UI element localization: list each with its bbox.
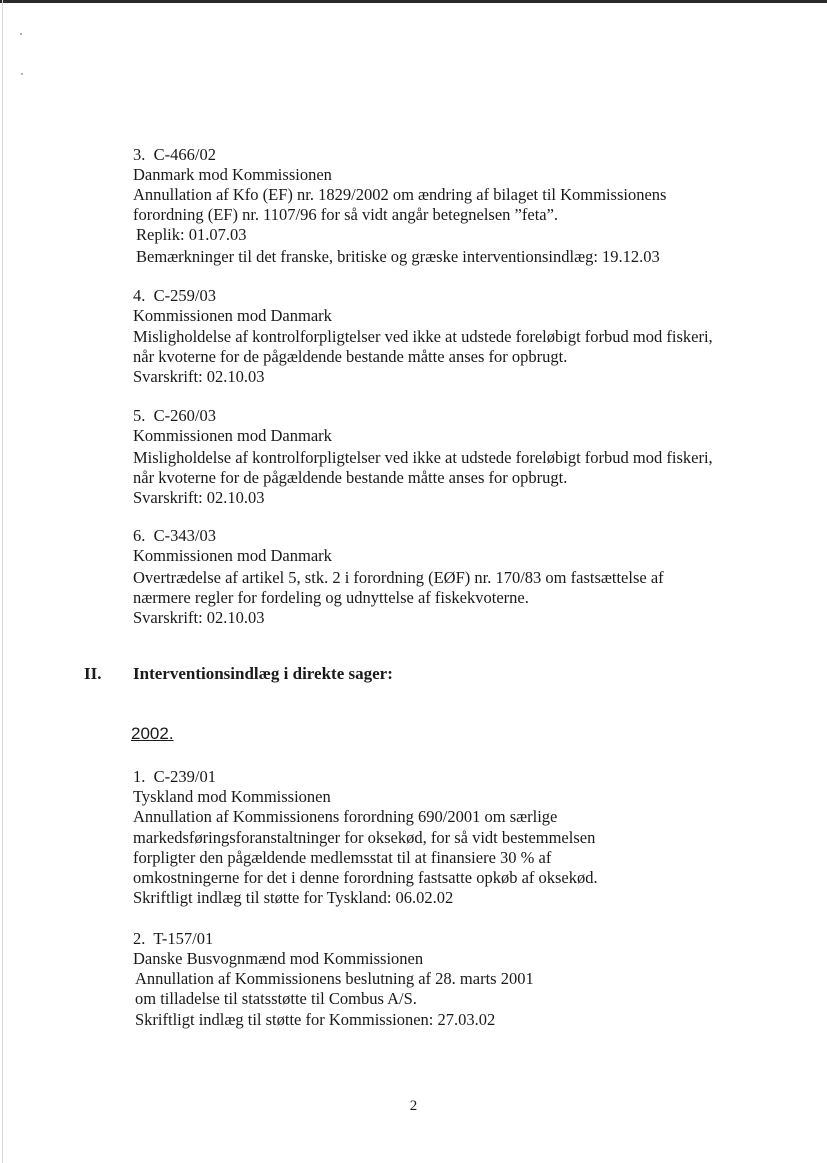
case-parties: Kommissionen mod Danmark xyxy=(133,306,332,325)
case-parties: Kommissionen mod Danmark xyxy=(133,426,332,445)
year-heading: 2002. xyxy=(131,724,174,743)
case-text-line: Annullation af Kommissionens beslutning af 28. marts 2001 xyxy=(135,969,534,988)
case-parties: Kommissionen mod Danmark xyxy=(133,546,332,565)
case-id: C-466/02 xyxy=(153,145,216,164)
case-text-line: Annullation af Kommissionens forordning 690/2001 om særlige xyxy=(133,807,558,826)
case-text-line: Overtrædelse af artikel 5, stk. 2 i forordning (EØF) nr. 170/83 om fastsættelse af xyxy=(133,568,664,587)
case-id: C-259/03 xyxy=(153,286,216,305)
case-heading xyxy=(133,286,216,306)
case-heading xyxy=(133,145,216,165)
scan-top-border xyxy=(0,0,827,3)
case-parties: Danmark mod Kommissionen xyxy=(133,165,332,184)
case-deadline: Svarskrift: 02.10.03 xyxy=(133,608,265,627)
case-text-line: når kvoterne for de pågældende bestande måtte anses for opbrugt. xyxy=(133,468,568,487)
case-heading xyxy=(133,526,216,546)
case-number: 4. xyxy=(133,286,146,305)
case-id: C-239/01 xyxy=(153,767,216,786)
page-number: 2 xyxy=(409,1098,418,1114)
case-deadline: Skriftligt indlæg til støtte for Kommissionen: 27.03.02 xyxy=(135,1010,496,1029)
case-number: 3. xyxy=(133,145,146,164)
case-id: C-343/03 xyxy=(153,526,216,545)
section-title: Interventionsindlæg i direkte sager: xyxy=(133,664,393,683)
case-number: 2. xyxy=(133,929,146,948)
case-parties: Tyskland mod Kommissionen xyxy=(133,787,331,806)
scan-speck xyxy=(21,73,23,75)
case-deadline: Svarskrift: 02.10.03 xyxy=(133,367,265,386)
case-text-line: omkostningerne for det i denne forordning fastsatte opkøb af oksekød. xyxy=(133,868,598,887)
case-text-line: Annullation af Kfo (EF) nr. 1829/2002 om ændring af bilaget til Kommissionens xyxy=(133,185,667,204)
case-parties: Danske Busvognmænd mod Kommissionen xyxy=(133,949,424,968)
case-text-line: når kvoterne for de pågældende bestande måtte anses for opbrugt. xyxy=(133,347,568,366)
scan-left-edge xyxy=(2,0,3,1163)
case-text-line: forordning (EF) nr. 1107/96 for så vidt angår betegnelsen ”feta”. xyxy=(133,205,559,224)
case-deadline: Svarskrift: 02.10.03 xyxy=(133,488,265,507)
case-deadline: Skriftligt indlæg til støtte for Tyskland: 06.02.02 xyxy=(133,888,454,907)
case-text-line: Misligholdelse af kontrolforpligtelser ved ikke at udstede foreløbigt forbud mod fiskeri, xyxy=(133,448,713,467)
case-text-line: forpligter den pågældende medlemsstat til at finansiere 30 % af xyxy=(133,848,552,867)
case-text-line: nærmere regler for fordeling og udnyttelse af fiskekvoterne. xyxy=(133,588,529,607)
case-number: 5. xyxy=(133,406,146,425)
case-deadline: Replik: 01.07.03 xyxy=(136,225,247,244)
case-heading xyxy=(133,767,216,787)
case-id: T-157/01 xyxy=(153,929,214,948)
case-text-line: markedsføringsforanstaltninger for oksekød, for så vidt bestemmelsen xyxy=(133,828,596,847)
case-deadline: Bemærkninger til det franske, britiske og græske interventionsindlæg: 19.12.03 xyxy=(136,247,660,266)
case-heading xyxy=(133,406,216,426)
case-number: 1. xyxy=(133,767,146,786)
scan-speck xyxy=(20,33,22,35)
case-text-line: Misligholdelse af kontrolforpligtelser ved ikke at udstede foreløbigt forbud mod fiskeri, xyxy=(133,327,713,346)
case-id: C-260/03 xyxy=(153,406,216,425)
case-text-line: om tilladelse til statsstøtte til Combus A/S. xyxy=(135,989,417,1008)
case-heading xyxy=(133,929,213,949)
case-number: 6. xyxy=(133,526,146,545)
section-number: II. xyxy=(84,664,102,683)
